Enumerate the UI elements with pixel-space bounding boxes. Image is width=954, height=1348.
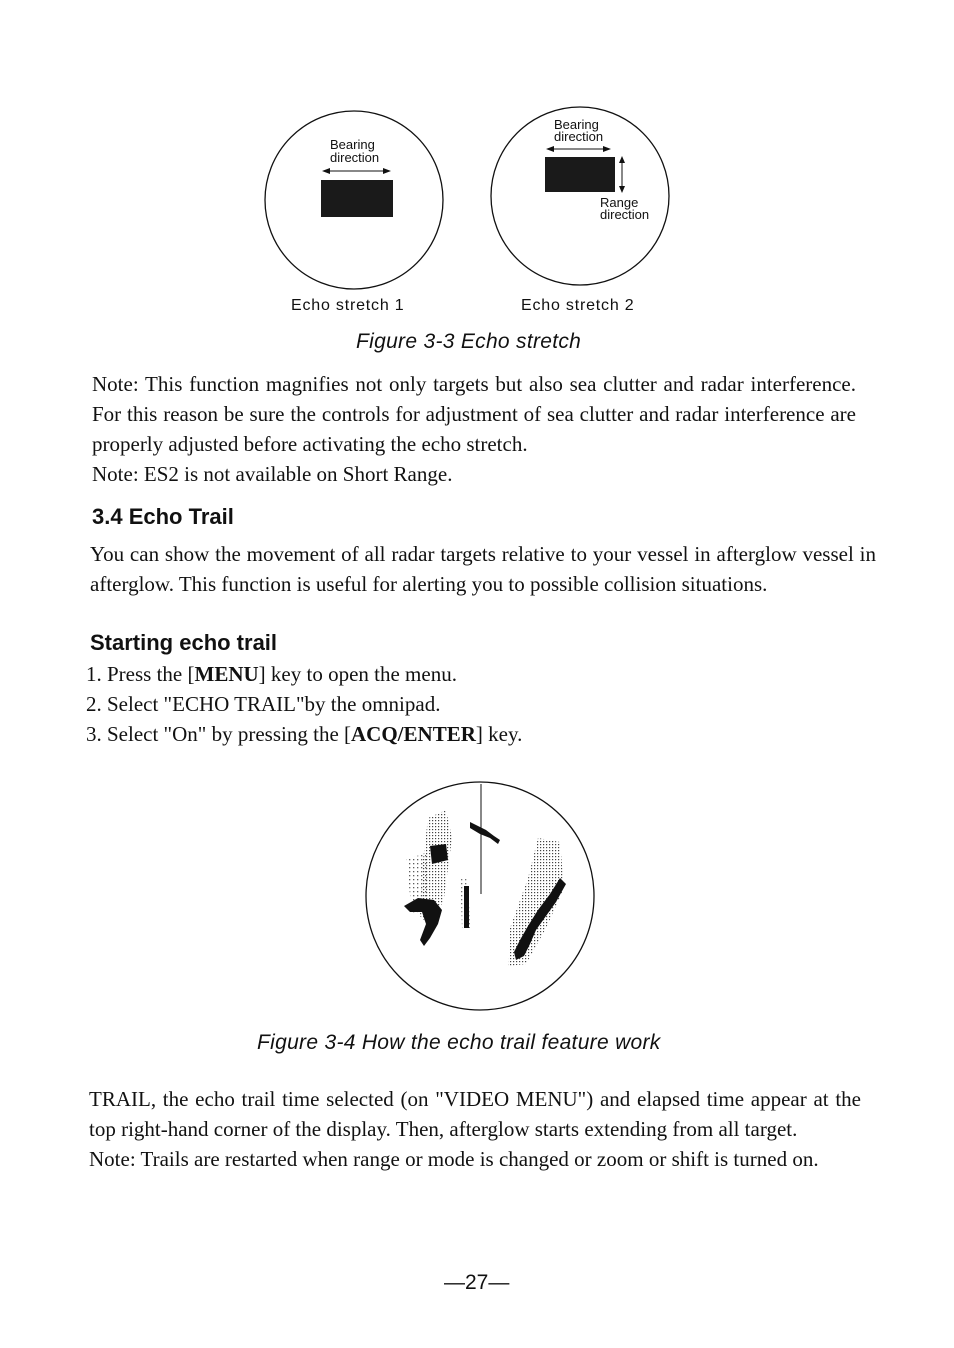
echo-stretch-1-label: Echo stretch 1 [291, 297, 405, 314]
bearing-label-2b: direction [554, 129, 604, 144]
bearing-label-1a: Bearing [330, 137, 375, 152]
echo-trail-radar-image [360, 778, 600, 1018]
steps-list [86, 659, 522, 749]
echo-stretch-2-label: Echo stretch 2 [521, 297, 635, 314]
section-intro-block [90, 539, 876, 599]
bottom-text-block [89, 1084, 861, 1174]
echo-block-2 [545, 157, 615, 192]
bearing-label-1b: direction [330, 150, 380, 165]
figure-3-3-caption: Figure 3-3 Echo stretch [356, 330, 582, 353]
target-vertical [464, 886, 469, 928]
subheading: Starting echo trail [90, 630, 278, 655]
range-label-2a: Range [600, 195, 639, 210]
step-3: 3. Select "On" by pressing the [ACQ/ENTER] key. [86, 722, 523, 746]
step-2: 2. Select "ECHO TRAIL"by the omnipad. [86, 692, 441, 716]
trail-restart-note: Note: Trails are restarted when range or mode is changed or zoom or shift is turned on. [89, 1147, 819, 1171]
page-number: —27— [444, 1271, 510, 1294]
target-hook [404, 898, 442, 946]
echo-block-1 [321, 180, 393, 217]
bearing-label-2a: Bearing [554, 117, 599, 132]
range-arrow-2 [619, 156, 625, 193]
notes-block [92, 369, 856, 489]
bearing-arrow-1 [322, 168, 391, 174]
trail-description: TRAIL, the echo trail time selected (on "VIDEO MENU") and elapsed time appear at the top right-hand corner of the display. Then, afterglow starts extending from all target. [89, 1087, 861, 1141]
echo-stretch-1-diagram [265, 111, 443, 289]
note-echo-stretch: Note: This function magnifies not only targets but also sea clutter and radar interference. For this reason be sure the controls for adjustment of sea clutter and radar interference are properly adjusted before activating the echo stretch. [92, 372, 856, 456]
step-1: 1. Press the [MENU] key to open the menu. [86, 662, 457, 686]
section-intro: You can show the movement of all radar targets relative to your vessel in afterglow vessel in afterglow. This function is useful for alerting you to possible collision situations. [90, 542, 876, 596]
bearing-arrow-2 [546, 146, 611, 152]
figure-3-3-diagrams [0, 0, 954, 330]
section-title: 3.4 Echo Trail [92, 504, 234, 529]
echo-stretch-2-diagram [491, 107, 669, 285]
range-label-2b: direction [600, 207, 650, 222]
note-es2: Note: ES2 is not available on Short Range. [92, 462, 453, 486]
figure-3-4-caption: Figure 3-4 How the echo trail feature work [257, 1031, 661, 1054]
target-small-streak [470, 822, 500, 844]
